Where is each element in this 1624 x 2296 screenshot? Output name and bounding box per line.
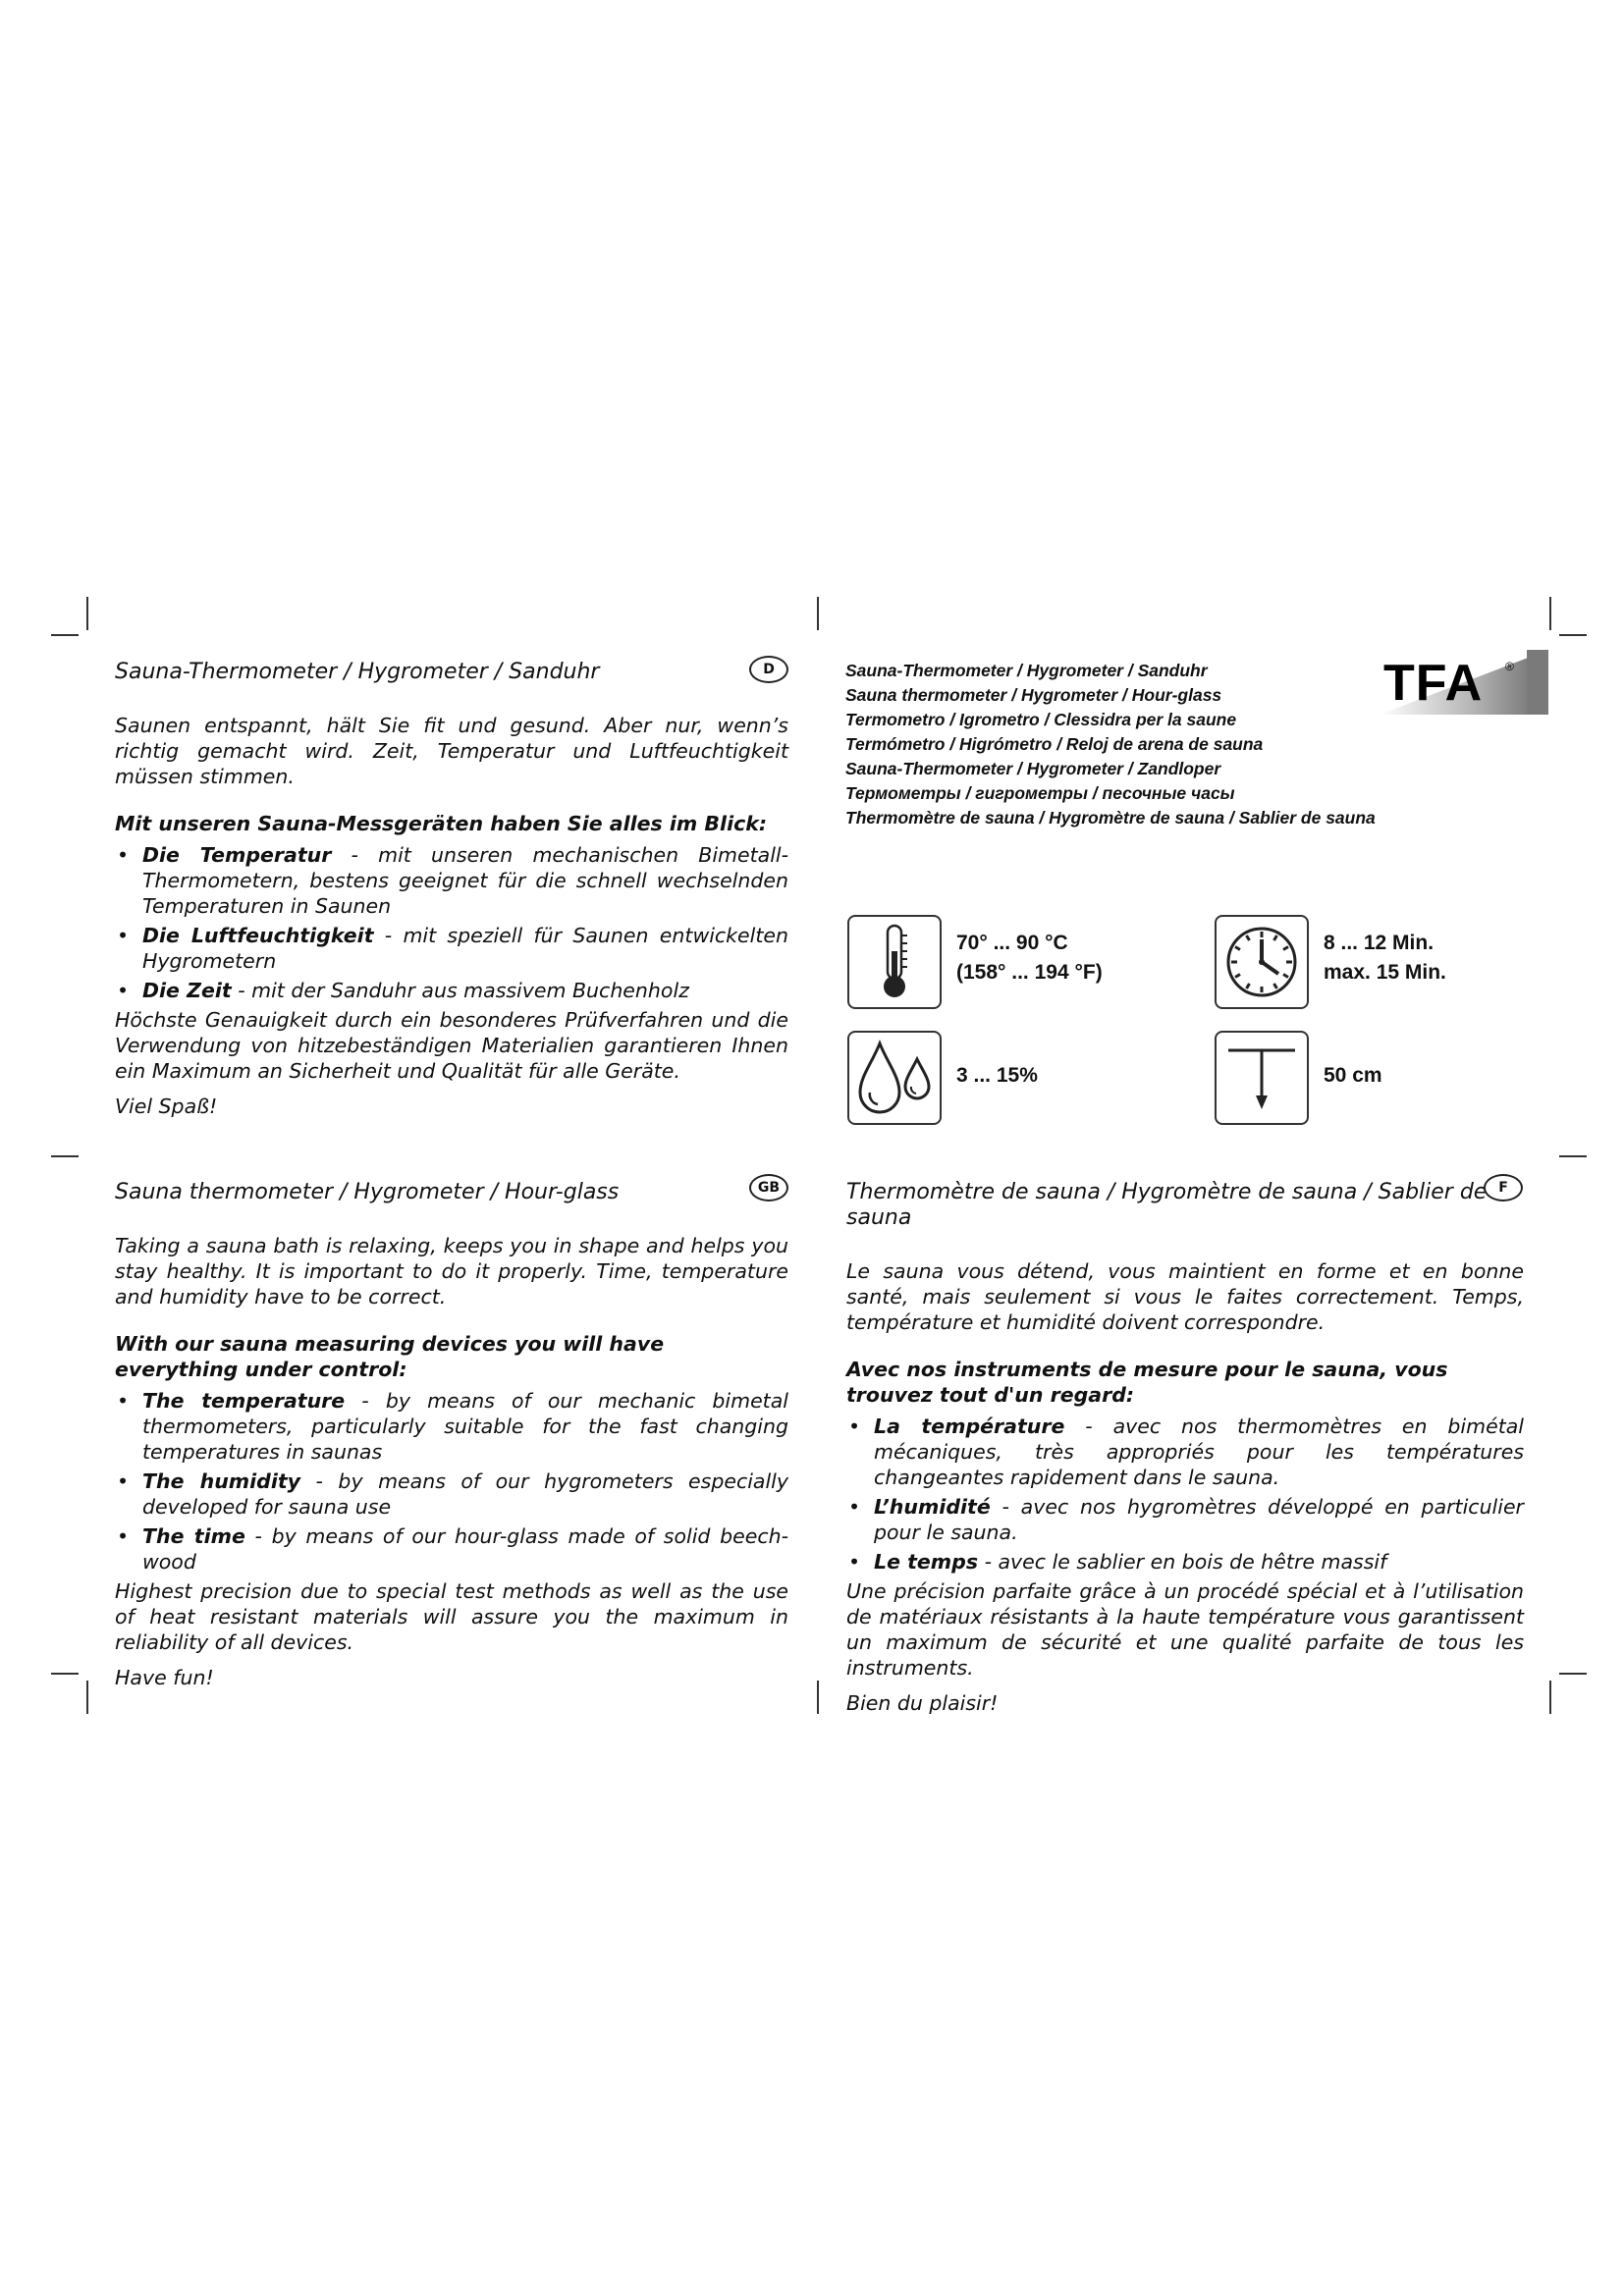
crop-mark (1559, 1155, 1587, 1157)
subtitle-fr: Avec nos instruments de mesure pour le sauna, vous trouvez tout d'un regard: (846, 1358, 1448, 1407)
clock-icon (1223, 924, 1300, 1000)
distance-box (1215, 1031, 1309, 1125)
list-item: • L’humidité - avec nos hygromètres développé en particulier pour le sauna. (848, 1495, 1524, 1544)
logo-registered: ® (1505, 660, 1514, 673)
fun-de: Viel Spaß! (115, 1095, 218, 1118)
feature-list-fr (846, 1414, 1524, 1575)
list-item: • Die Temperatur - mit unseren mechanischen Bimetall-Thermometern, bestens geeignet für die schnell wechselnden Temperaturen in Saunen (117, 843, 788, 918)
intro-gb: Taking a sauna bath is relaxing, keeps you in shape and helps you stay healthy. It is important to do it properly. Time, temperature and humidity have to be correct. (115, 1234, 788, 1308)
language-title: Sauna thermometer / Hygrometer / Hour-glass (845, 685, 1222, 705)
crop-mark (1559, 1673, 1587, 1675)
language-title: Termómetro / Higrómetro / Reloj de arena de sauna (845, 734, 1264, 754)
thermometer-box (847, 915, 942, 1009)
crop-mark (817, 597, 819, 630)
crop-mark (51, 1155, 79, 1157)
section-title-fr: Thermomètre de sauna / Hygromètre de sauna / Sablier de sauna (846, 1180, 1488, 1230)
distance-value: 50 cm (1324, 1064, 1382, 1087)
list-item: • Le temps - avec le sablier en bois de hêtre massif (848, 1550, 1387, 1574)
language-title: Sauna-Thermometer / Hygrometer / Zandloper (845, 759, 1221, 778)
logo-text: TFA (1383, 655, 1484, 712)
language-badge-fr: F (1484, 1174, 1523, 1201)
language-title: Termometro / Igrometro / Clessidra per la saune (845, 710, 1237, 729)
list-item: • The humidity - by means of our hygrometers especially developed for sauna use (117, 1469, 788, 1519)
crop-mark (86, 1681, 88, 1714)
section-fr (846, 1180, 1524, 1716)
closing-gb: Highest precision due to special test methods as well as the use of heat resistant materials will assure you the maximum in reliability of all devices. (115, 1579, 788, 1654)
list-item: • Die Zeit - mit der Sanduhr aus massivem Buchenholz (117, 979, 689, 1002)
droplets-icon (852, 1038, 937, 1118)
language-title-list (845, 659, 1376, 830)
intro-de: Saunen entspannt, hält Sie fit und gesund. Aber nur, wenn’s richtig gemacht wird. Zeit, Temperatur und Luftfeuchtigkeit müssen stimmen. (115, 714, 788, 788)
section-title-de: Sauna-Thermometer / Hygrometer / Sanduhr (115, 660, 600, 684)
distance-arrow-icon (1222, 1039, 1301, 1117)
closing-fr: Une précision parfaite grâce à un procédé spécial et à l’utilisation de matériaux résistants à la haute température vous garantissent un maximum de sécurité et une qualité parfaite de tous les instruments. (846, 1579, 1524, 1680)
list-item: • La température - avec nos thermomètres en bimétal mécaniques, très appropriés pour les températures changeantes rapidement dans le sauna. (848, 1415, 1525, 1489)
closing-de: Höchste Genauigkeit durch ein besonderes Prüfverfahren und die Verwendung von hitzebeständigen Materialien garantieren Ihnen ein Maximum an Sicherheit und Qualität für alle Geräte. (115, 1008, 788, 1083)
clock-box (1215, 915, 1309, 1009)
language-title: Thermomètre de sauna / Hygromètre de sauna / Sablier de sauna (845, 808, 1376, 828)
time-range: 8 ... 12 Min. max. 15 Min. (1324, 932, 1446, 984)
section-gb (115, 1180, 788, 1690)
temperature-range: 70° ... 90 °C (158° ... 194 °F) (956, 932, 1103, 984)
language-title: Термометры / гигрометры / песочные часы (845, 783, 1235, 803)
tfa-logo (1380, 650, 1548, 715)
fun-fr: Bien du plaisir! (846, 1691, 999, 1715)
language-badge-de: D (749, 656, 788, 683)
crop-mark (51, 634, 79, 636)
droplets-box (847, 1031, 942, 1125)
crop-mark (1559, 634, 1587, 636)
language-badge-gb: GB (749, 1174, 788, 1201)
crop-mark (51, 1673, 79, 1675)
intro-fr: Le sauna vous détend, vous maintient en forme et en bonne santé, mais seulement si vous le faites correctement. Temps, température et humidité doivent correspondre. (846, 1259, 1524, 1334)
fun-gb: Have fun! (115, 1666, 214, 1689)
humidity-range: 3 ... 15% (956, 1064, 1038, 1087)
language-title: Sauna-Thermometer / Hygrometer / Sanduhr (845, 661, 1208, 680)
feature-list-de (115, 842, 788, 1003)
list-item: • The temperature - by means of our mechanic bimetal thermometers, particularly suitable for the fast changing temperatures in saunas (117, 1389, 788, 1464)
crop-mark (1549, 1681, 1551, 1714)
thermometer-icon (875, 922, 914, 1002)
crop-mark (1549, 597, 1551, 630)
subtitle-de: Mit unseren Sauna-Messgeräten haben Sie alles im Blick: (115, 812, 768, 835)
list-item: • Die Luftfeuchtigkeit - mit speziell für Saunen entwickelten Hygrometern (117, 924, 788, 973)
list-item: • The time - by means of our hour-glass made of solid beech-wood (117, 1524, 788, 1574)
subtitle-gb: With our sauna measuring devices you will have everything under control: (115, 1332, 665, 1381)
section-title-gb: Sauna thermometer / Hygrometer / Hour-glass (115, 1180, 620, 1204)
crop-mark (86, 597, 88, 630)
feature-list-gb (115, 1388, 788, 1575)
crop-mark (817, 1681, 819, 1714)
section-de (115, 660, 788, 1119)
